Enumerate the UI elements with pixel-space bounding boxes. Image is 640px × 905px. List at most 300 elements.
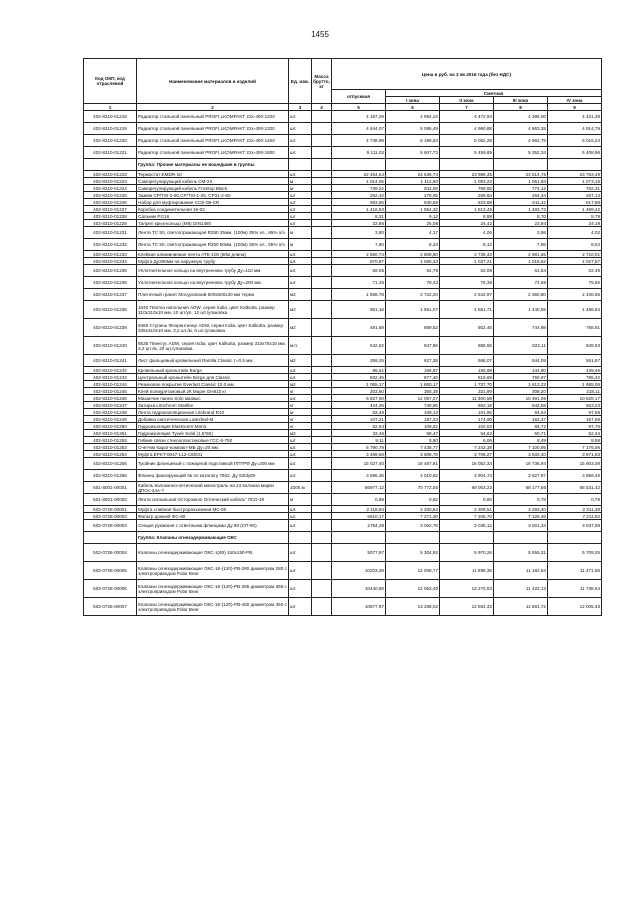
item-code: 502-0726-00003 bbox=[84, 520, 137, 532]
price-zone-4: 2 311,38 bbox=[548, 506, 602, 513]
price-wholesale: 10440,68 bbox=[332, 580, 386, 598]
item-code: 402-8310-01235 bbox=[84, 265, 137, 277]
price-zone-1: 276,95 bbox=[386, 192, 440, 199]
price-zone-4: 4,02 bbox=[548, 227, 602, 239]
item-unit: м bbox=[289, 178, 312, 185]
column-number: 4 bbox=[312, 104, 332, 111]
price-zone-2: 623,68 bbox=[440, 199, 494, 206]
item-mass bbox=[312, 192, 332, 199]
item-mass bbox=[312, 171, 332, 178]
price-zone-1: 78,43 bbox=[386, 277, 440, 289]
price-zone-4: 848,53 bbox=[548, 337, 602, 355]
price-wholesale: 4 187,29 bbox=[332, 111, 386, 123]
price-zone-4 bbox=[548, 159, 602, 171]
item-name: Центральный кронштейн Borge для Classic bbox=[137, 374, 289, 381]
price-zone-3: 3,98 bbox=[494, 227, 548, 239]
item-name: Коробка соединительная 16-02 bbox=[137, 206, 289, 213]
price-zone-4: 75,65 bbox=[548, 277, 602, 289]
table-row bbox=[84, 381, 602, 388]
price-wholesale: 502,45 bbox=[332, 374, 386, 381]
price-zone-3: 94,72 bbox=[494, 423, 548, 430]
item-unit: шт bbox=[289, 192, 312, 199]
price-zone-2: 3 904,74 bbox=[440, 470, 494, 482]
item-unit: кг bbox=[289, 388, 312, 395]
item-mass bbox=[312, 178, 332, 185]
price-zone-4: 62,49 bbox=[548, 265, 602, 277]
price-zone-2: 69 003,23 bbox=[440, 482, 494, 494]
item-name: Группа: Клапаны огнезадерживающие ОКС bbox=[137, 532, 289, 544]
item-mass bbox=[312, 301, 332, 319]
item-code: 402-8310-01231 bbox=[84, 227, 137, 239]
item-name: Набор для муфтирования CCE-09-CR bbox=[137, 199, 289, 206]
price-zone-2: 0,80 bbox=[440, 494, 494, 506]
price-zone-2: 2 309,51 bbox=[440, 506, 494, 513]
price-zone-4: 7 176,06 bbox=[548, 444, 602, 451]
item-name: Группа: Прочие материалы не вошедшие в группы bbox=[137, 159, 289, 171]
item-code: 402-8310-01244 bbox=[84, 381, 137, 388]
table-row bbox=[84, 444, 602, 451]
price-zone-3: 822,11 bbox=[494, 337, 548, 355]
price-zone-2: 789,65 bbox=[440, 185, 494, 192]
table-row bbox=[84, 227, 602, 239]
item-mass bbox=[312, 319, 332, 337]
item-name: Клапаны огнезадерживающие ОКС-1К-(120)-РВ-280 диаметром 280 с электроприводом Polar Bear bbox=[137, 562, 289, 580]
item-unit: шт. bbox=[289, 506, 312, 513]
price-zone-4: 15 903,39 bbox=[548, 458, 602, 470]
price-zone-1: 1 651,07 bbox=[386, 301, 440, 319]
price-zone-1: 25,08 bbox=[386, 220, 440, 227]
table-row bbox=[84, 178, 602, 185]
price-zone-2: 24,42 bbox=[440, 220, 494, 227]
item-name: Тройник фланцевый с пожарной подставкой ППТРФ Ду=200 мм bbox=[137, 458, 289, 470]
item-mass bbox=[312, 251, 332, 258]
table-row bbox=[84, 213, 602, 220]
item-name: 1040 Плитка напольная ADW, серия India, цвет Kalkutta, размер 310х310х10 мм, 10 шт/уп, 12 шт./упаковка bbox=[137, 301, 289, 319]
item-mass bbox=[312, 444, 332, 451]
price-zone-1: 4,17 bbox=[386, 227, 440, 239]
price-zone-2: 23 986,35 bbox=[440, 171, 494, 178]
item-unit: кг bbox=[289, 423, 312, 430]
table-row bbox=[84, 388, 602, 395]
price-zone-3: 144,80 bbox=[494, 367, 548, 374]
price-zone-3: 774,12 bbox=[494, 185, 548, 192]
item-mass bbox=[312, 423, 332, 430]
price-zone-1: 740,95 bbox=[386, 402, 440, 409]
table-row bbox=[84, 199, 602, 206]
price-zone-3: 744,98 bbox=[494, 319, 548, 337]
price-zone-1: 109,13 bbox=[386, 409, 440, 416]
item-mass bbox=[312, 258, 332, 265]
item-name: Муфта Ду200мм на наружную трубу bbox=[137, 258, 289, 265]
price-zone-1: 24 636,74 bbox=[386, 171, 440, 178]
item-name: Радиатор стальной панельный PROFI,LKOMPAKT 22х-400-1400 bbox=[137, 135, 289, 147]
item-code: 501-8001-00002 bbox=[84, 494, 137, 506]
price-zone-3: 3 827,97 bbox=[494, 470, 548, 482]
price-zone-1: 1 112,60 bbox=[386, 178, 440, 185]
price-zone-3: 2 681,65 bbox=[494, 251, 548, 258]
price-zone-3: 5 352,34 bbox=[494, 147, 548, 159]
price-wholesale: 6610,17 bbox=[332, 513, 386, 520]
item-unit: м bbox=[289, 227, 312, 239]
item-unit: м2 bbox=[289, 355, 312, 367]
item-name: Добавка синтетическая Latexfeel-M bbox=[137, 416, 289, 423]
item-name: Гидроизоляция Tyvek Solid (1,5*50) bbox=[137, 430, 289, 437]
price-zone-1: 166,87 bbox=[386, 367, 440, 374]
item-code: 402-8310-01245 bbox=[84, 388, 137, 395]
header-zone-2: II зона bbox=[440, 97, 494, 104]
item-code: 502-0726-00002 bbox=[84, 513, 137, 520]
price-zone-1: 7 271,30 bbox=[386, 513, 440, 520]
price-zone-1 bbox=[386, 532, 440, 544]
table-row bbox=[84, 520, 602, 532]
price-wholesale: 59,05 bbox=[332, 265, 386, 277]
item-code: 502-0726-00006 bbox=[84, 580, 137, 598]
price-wholesale: 10677,97 bbox=[332, 598, 386, 616]
item-code: 502-0726-00007 bbox=[84, 598, 137, 616]
price-zone-3: 23 514,76 bbox=[494, 171, 548, 178]
item-unit: шт. bbox=[289, 277, 312, 289]
item-mass bbox=[312, 506, 332, 513]
item-unit: м2 bbox=[289, 430, 312, 437]
item-mass bbox=[312, 337, 332, 355]
price-zone-4: 782,31 bbox=[548, 185, 602, 192]
price-wholesale: 491,69 bbox=[332, 319, 386, 337]
item-unit: шт bbox=[289, 598, 312, 616]
item-unit: шт. bbox=[289, 251, 312, 258]
item-code: 402-8310-01222 bbox=[84, 171, 137, 178]
item-unit: шт. bbox=[289, 458, 312, 470]
price-zone-3: 15 736,94 bbox=[494, 458, 548, 470]
price-zone-3: 264,34 bbox=[494, 192, 548, 199]
table-row bbox=[84, 123, 602, 135]
price-zone-4: 3 671,83 bbox=[548, 451, 602, 458]
price-zone-4: 8,58 bbox=[548, 437, 602, 444]
price-zone-4: 3 037,58 bbox=[548, 520, 602, 532]
price-zone-3: 5 555,31 bbox=[494, 544, 548, 562]
item-mass bbox=[312, 213, 332, 220]
price-zone-4: 0,78 bbox=[548, 494, 602, 506]
price-zone-3: 50,71 bbox=[494, 430, 548, 437]
item-unit: шт. bbox=[289, 171, 312, 178]
item-name: Затирка Litochrom Starlike bbox=[137, 402, 289, 409]
item-unit: шт. bbox=[289, 544, 312, 562]
item-unit: шт bbox=[289, 437, 312, 444]
table-row bbox=[84, 277, 602, 289]
table-row bbox=[84, 192, 602, 199]
item-mass bbox=[312, 544, 332, 562]
price-wholesale: 2784,28 bbox=[332, 520, 386, 532]
item-code: 402-8310-01249 bbox=[84, 416, 137, 423]
item-code: 402-8310-01254 bbox=[84, 451, 137, 458]
table-row bbox=[84, 458, 602, 470]
price-zone-1: 1 860,17 bbox=[386, 381, 440, 388]
price-zone-1: 355,39 bbox=[386, 388, 440, 395]
price-zone-2: 1 083,23 bbox=[440, 178, 494, 185]
price-zone-2: 885,55 bbox=[440, 337, 494, 355]
item-unit bbox=[289, 532, 312, 544]
price-zone-4: 8,04 bbox=[548, 239, 602, 251]
price-zone-1: 8,34 bbox=[386, 239, 440, 251]
item-code: 402-8310-01243 bbox=[84, 374, 137, 381]
price-zone-1: 12 097,07 bbox=[386, 395, 440, 402]
item-unit bbox=[289, 159, 312, 171]
price-zone-1: 3 062,76 bbox=[386, 520, 440, 532]
item-code: 402-8310-01247 bbox=[84, 402, 137, 409]
item-unit: м bbox=[289, 239, 312, 251]
price-zone-3: 8,49 bbox=[494, 437, 548, 444]
item-name: Гидроизоляция Elastocem-Mono bbox=[137, 423, 289, 430]
item-unit: шт. bbox=[289, 580, 312, 598]
table-row bbox=[84, 451, 602, 458]
price-zone-3: 23,94 bbox=[494, 220, 548, 227]
item-mass bbox=[312, 374, 332, 381]
item-mass bbox=[312, 159, 332, 171]
price-zone-1: 947,86 bbox=[386, 337, 440, 355]
price-zone-2: 819,69 bbox=[440, 374, 494, 381]
price-zone-2: 174,90 bbox=[440, 416, 494, 423]
price-zone-4: 617,88 bbox=[548, 199, 602, 206]
price-zone-2: 7 243,38 bbox=[440, 444, 494, 451]
item-code: 402-8310-01224 bbox=[84, 185, 137, 192]
item-code: 402-8310-01253 bbox=[84, 444, 137, 451]
header-wholesale: отпускная bbox=[332, 90, 386, 104]
price-zone-1: 4 010,82 bbox=[386, 470, 440, 482]
price-wholesale bbox=[332, 159, 386, 171]
price-zone-4: 12 005,43 bbox=[548, 598, 602, 616]
item-code bbox=[84, 532, 137, 544]
item-unit: шт bbox=[289, 199, 312, 206]
item-mass bbox=[312, 355, 332, 367]
item-name: Клейкая алюминиевая лента ATE-100 (50м длина) bbox=[137, 251, 289, 258]
item-unit: шт. bbox=[289, 444, 312, 451]
item-code: 502-0726-00005 bbox=[84, 562, 137, 580]
price-zone-2: 11 998,35 bbox=[440, 562, 494, 580]
price-wholesale: 62,49 bbox=[332, 409, 386, 416]
price-zone-1: 5 607,73 bbox=[386, 147, 440, 159]
item-name: Уплотнительное кольцо на внутреннюю трубу Ду=200 мм. bbox=[137, 277, 289, 289]
item-mass bbox=[312, 580, 332, 598]
price-zone-1: 12 008,77 bbox=[386, 562, 440, 580]
item-name: Кровельный кронштейн Borge bbox=[137, 367, 289, 374]
table-row bbox=[84, 206, 602, 213]
item-mass bbox=[312, 494, 332, 506]
price-zone-1: 7 438,77 bbox=[386, 444, 440, 451]
price-wholesale: 203,50 bbox=[332, 388, 386, 395]
table-row bbox=[84, 494, 602, 506]
price-zone-4: 97,68 bbox=[548, 409, 602, 416]
price-wholesale: 22 454,54 bbox=[332, 171, 386, 178]
price-zone-4: 267,13 bbox=[548, 192, 602, 199]
price-wholesale: 3 695,35 bbox=[332, 470, 386, 482]
price-zone-4: 10 828,17 bbox=[548, 395, 602, 402]
price-zone-2: 692,18 bbox=[440, 402, 494, 409]
table-row bbox=[84, 598, 602, 616]
price-zone-1: 5 304,92 bbox=[386, 544, 440, 562]
price-wholesale: 8,31 bbox=[332, 213, 386, 220]
column-number: 7 bbox=[440, 104, 494, 111]
price-zone-3: 94,64 bbox=[494, 409, 548, 416]
price-zone-1: 2 330,54 bbox=[386, 506, 440, 513]
price-zone-3: 7 125,46 bbox=[494, 513, 548, 520]
price-zone-1: 16 487,61 bbox=[386, 458, 440, 470]
price-zone-4: 167,59 bbox=[548, 416, 602, 423]
item-code: 402-8310-01242 bbox=[84, 367, 137, 374]
price-zone-2: 3 706,27 bbox=[440, 451, 494, 458]
item-mass bbox=[312, 520, 332, 532]
price-wholesale: 1 558,78 bbox=[332, 289, 386, 301]
price-zone-2: 5 459,69 bbox=[440, 147, 494, 159]
item-code: 402-8310-01250 bbox=[84, 423, 137, 430]
price-zone-1: 13 258,02 bbox=[386, 598, 440, 616]
item-name: Резиновое покрытие Everlast Classic 10.0 мм bbox=[137, 381, 289, 388]
item-mass bbox=[312, 199, 332, 206]
price-zone-4 bbox=[548, 532, 602, 544]
price-zone-2: 155,98 bbox=[440, 367, 494, 374]
price-wholesale: 15 027,40 bbox=[332, 458, 386, 470]
price-zone-3: 1 440,55 bbox=[494, 301, 548, 319]
price-zone-1: 12 063,40 bbox=[386, 580, 440, 598]
price-zone-3: 162,37 bbox=[494, 416, 548, 423]
table-row bbox=[84, 239, 602, 251]
item-unit: шт bbox=[289, 206, 312, 213]
table-row bbox=[84, 135, 602, 147]
table-row bbox=[84, 355, 602, 367]
price-zone-3: 4 863,35 bbox=[494, 123, 548, 135]
price-wholesale: 66977,12 bbox=[332, 482, 386, 494]
price-zone-1: 3 608,76 bbox=[386, 451, 440, 458]
item-mass bbox=[312, 123, 332, 135]
price-wholesale: 71,46 bbox=[332, 277, 386, 289]
price-zone-3: 4 962,75 bbox=[494, 135, 548, 147]
item-name: Клапаны огнезадерживающие ОКС-1(60) 150х150-РВ bbox=[137, 544, 289, 562]
price-zone-2: 8,88 bbox=[440, 213, 494, 220]
column-number: 2 bbox=[137, 104, 289, 111]
item-code: 402-8310-01234 bbox=[84, 258, 137, 265]
price-wholesale: 4 738,99 bbox=[332, 135, 386, 147]
table-row bbox=[84, 185, 602, 192]
item-unit: шт. bbox=[289, 135, 312, 147]
item-name: Лента TC 50, светоотражающая R250 50мм. (100м) 35% хл., 65% п/э bbox=[137, 239, 289, 251]
price-zone-1: 5,60 bbox=[386, 437, 440, 444]
price-zone-4: 23 763,49 bbox=[548, 171, 602, 178]
price-zone-2: 4 960,88 bbox=[440, 123, 494, 135]
price-wholesale: 970,97 bbox=[332, 258, 386, 265]
item-unit: шт bbox=[289, 213, 312, 220]
item-code: 402-8310-01252 bbox=[84, 437, 137, 444]
item-name: Талреп крюк-кольцо (М8) DIN1480 bbox=[137, 220, 289, 227]
price-zone-1: 109,22 bbox=[386, 423, 440, 430]
price-wholesale: 7,60 bbox=[332, 239, 386, 251]
item-mass bbox=[312, 135, 332, 147]
item-mass bbox=[312, 562, 332, 580]
price-zone-3: 1 483,73 bbox=[494, 206, 548, 213]
price-wholesale: 0,89 bbox=[332, 494, 386, 506]
item-code: 402-8310-01218 bbox=[84, 111, 137, 123]
price-zone-1: 64,79 bbox=[386, 265, 440, 277]
item-mass bbox=[312, 430, 332, 437]
item-name: 8535 Плинтус ADW, серия India, цвет Kalkutta, размер 310х75х10 мм, 3,2 шт./м, 20 шт./упаковка bbox=[137, 337, 289, 355]
item-unit: шт. bbox=[289, 265, 312, 277]
item-code: 402-8310-01240 bbox=[84, 337, 137, 355]
item-code: 402-8310-01246 bbox=[84, 395, 137, 402]
price-zone-3: 3 633,40 bbox=[494, 451, 548, 458]
price-zone-3: 1 016,82 bbox=[494, 258, 548, 265]
price-zone-2: 102,03 bbox=[440, 423, 494, 430]
price-zone-4: 8,79 bbox=[548, 213, 602, 220]
price-wholesale: 3,80 bbox=[332, 227, 386, 239]
item-code: 402-8310-01256 bbox=[84, 470, 137, 482]
item-unit: шт. bbox=[289, 258, 312, 265]
table-row bbox=[84, 111, 602, 123]
price-zone-4: 7 211,82 bbox=[548, 513, 602, 520]
item-code: 402-8310-01238 bbox=[84, 301, 137, 319]
header-zone-1: I зона bbox=[386, 97, 440, 104]
item-unit: шт. bbox=[289, 520, 312, 532]
price-zone-3: 1 613,22 bbox=[494, 381, 548, 388]
item-mass bbox=[312, 381, 332, 388]
price-zone-3: 11 182,53 bbox=[494, 562, 548, 580]
group-row bbox=[84, 159, 602, 171]
item-mass bbox=[312, 409, 332, 416]
price-zone-3: 3 001,33 bbox=[494, 520, 548, 532]
price-wholesale: 252,42 bbox=[332, 192, 386, 199]
table-row bbox=[84, 544, 602, 562]
price-zone-4: 4 431,38 bbox=[548, 111, 602, 123]
column-number: 1 bbox=[84, 104, 137, 111]
item-code: 402-8310-01236 bbox=[84, 277, 137, 289]
header-price-title: Цена в руб. на 3 кв 2016 года (без НДС) bbox=[332, 59, 602, 90]
item-code: 402-8310-01233 bbox=[84, 251, 137, 258]
price-zone-2: 11 300,58 bbox=[440, 395, 494, 402]
price-zone-4: 1 073,16 bbox=[548, 178, 602, 185]
price-zone-1: 859,52 bbox=[386, 319, 440, 337]
item-mass bbox=[312, 227, 332, 239]
header-zone-3: III зона bbox=[494, 97, 548, 104]
price-wholesale: 1 416,63 bbox=[332, 206, 386, 213]
price-wholesale: 5 111,02 bbox=[332, 147, 386, 159]
item-code: 402-8310-01237 bbox=[84, 289, 137, 301]
item-mass bbox=[312, 513, 332, 520]
price-zone-3: 68 177,56 bbox=[494, 482, 548, 494]
item-code: 402-8310-01255 bbox=[84, 458, 137, 470]
header-code: Код ОКП, код отраслевой bbox=[84, 59, 137, 104]
price-zone-4: 1 027,57 bbox=[548, 258, 602, 265]
table-row bbox=[84, 416, 602, 423]
price-zone-1: 2 809,60 bbox=[386, 251, 440, 258]
table-row bbox=[84, 258, 602, 265]
item-code: 402-8310-01239 bbox=[84, 319, 137, 337]
price-zone-2: 16 052,34 bbox=[440, 458, 494, 470]
price-wholesale bbox=[332, 532, 386, 544]
item-unit: шт bbox=[289, 220, 312, 227]
item-mass bbox=[312, 395, 332, 402]
price-zone-3: 544,09 bbox=[494, 355, 548, 367]
price-zone-4: 2 436,66 bbox=[548, 289, 602, 301]
column-number: 5 bbox=[332, 104, 386, 111]
price-wholesale: 8,11 bbox=[332, 437, 386, 444]
price-wholesale: 1 014,05 bbox=[332, 178, 386, 185]
price-zone-2: 2 542,97 bbox=[440, 289, 494, 301]
table-row bbox=[84, 402, 602, 409]
price-zone-2: 5 062,28 bbox=[440, 135, 494, 147]
price-wholesale: 107,21 bbox=[332, 416, 386, 423]
item-mass bbox=[312, 532, 332, 544]
price-table bbox=[83, 58, 602, 616]
price-zone-2: 3 035,12 bbox=[440, 520, 494, 532]
item-name: Лента гидроизоляционная Litokrand R10 bbox=[137, 409, 289, 416]
item-code: 402-8310-01248 bbox=[84, 409, 137, 416]
column-number: 3 bbox=[289, 104, 312, 111]
